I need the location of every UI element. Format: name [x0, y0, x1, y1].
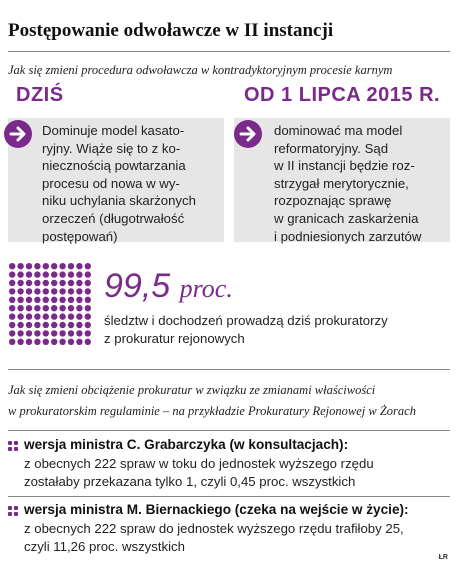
right-box: [234, 118, 450, 242]
stat-description: śledztw i dochodzeń prowadzą dziś prokuratorzy z prokuratur rejonowych: [104, 313, 388, 346]
title-divider: [8, 51, 450, 52]
left-heading: DZIŚ: [16, 84, 64, 106]
version-text: z obecnych 222 spraw w toku do jednostek wyższego rzędu zostałaby przekazana tylko 1, czyli 0,45 proc. wszystkich: [24, 456, 374, 489]
section2-subtitle: Jak się zmieni obciążenie prokuratur w związku ze zmianami właściwości w prokuratorskim regulaminie – na przykładzie Prokuratury Rejonowej w Żorach: [8, 383, 416, 418]
section2-divider: [8, 430, 450, 431]
arrow-right-circle-icon: [4, 120, 32, 148]
stat-unit: proc.: [179, 274, 233, 303]
section-divider: [8, 369, 450, 370]
arrow-right-circle-icon: [234, 120, 262, 148]
page-title: Postępowanie odwoławcze w II instancji: [8, 20, 334, 41]
credit: ŁR: [438, 554, 448, 561]
version-divider: [8, 496, 450, 497]
version-title: wersja ministra C. Grabarczyka (w konsultacjach):: [24, 437, 349, 452]
version-title: wersja ministra M. Biernackiego (czeka na wejście w życie):: [24, 502, 409, 517]
left-box: [8, 118, 224, 242]
dot-grid-icon: [8, 262, 92, 346]
right-box-text: dominować ma model reformatoryjny. Sąd w II instancji będzie roz- strzygał merytorycznie, rozpoznając sprawę w granicach zaskarżenia i podniesionych zarzutów: [274, 123, 422, 244]
left-box-text: Dominuje model kasato- ryjny. Wiąże się to z ko- niecznością powtarzania procesu od nowa w wy- niku uchylania skarżonych orzeczeń (długotrwałość postępowań): [42, 123, 196, 244]
subtitle: Jak się zmieni procedura odwoławcza w kontradyktoryjnym procesie karnym: [8, 63, 393, 77]
stat-value: [104, 266, 233, 309]
version-text: z obecnych 222 spraw do jednostek wyższego rzędu trafiłoby 25, czyli 11,26 proc. wszystkich: [24, 521, 404, 554]
right-heading: OD 1 LIPCA 2015 R.: [244, 84, 441, 106]
stat-number: 99,5: [104, 267, 171, 305]
